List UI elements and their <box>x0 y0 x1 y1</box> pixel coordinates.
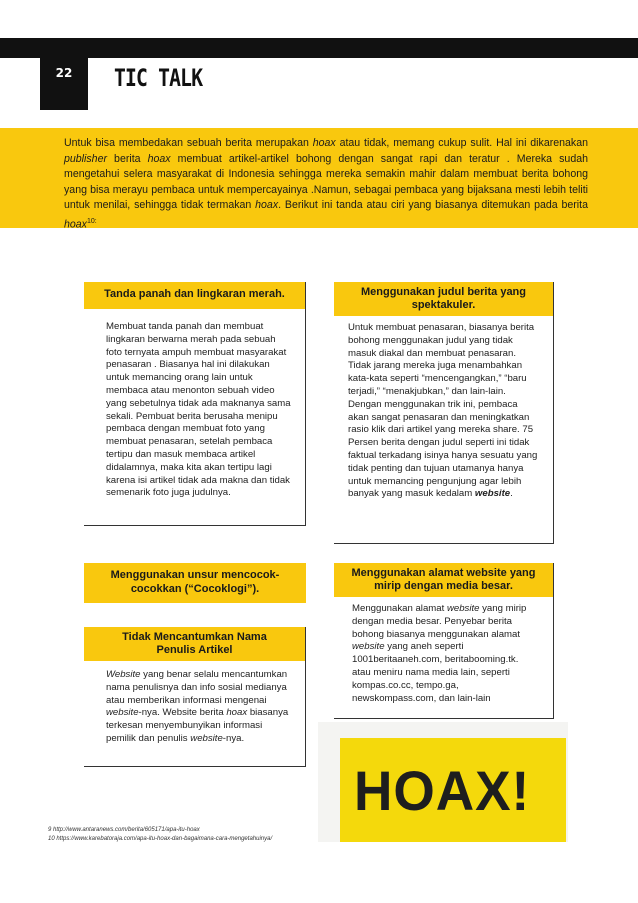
card-headline-body: Untuk membuat penasaran, biasanya berita bohong menggunakan judul yang tidak masuk diakal dan membuat penasaran. Tidak jarang mereka juga menambahkan kata-kata seperti “mencengangkan,” “baru terjadi,” “menakjubkan,” dan lain-lain. Dengan menggunakan trik ini, pembaca akan sangat penasaran dan meningkatkan rasio klik dari artikel yang mereka share. 75 Persen berita dengan judul seperti ini tidak faktual terkadang isinya hanya sesuatu yang tidak penting dan tujuan utamanya hanya untuk memancing pengunjung agar lebih banyak yang masuk kedalam website. <box>348 322 538 500</box>
header-bar <box>0 38 638 58</box>
card-address-body: Menggunakan alamat website yang mirip dengan media besar. Penyebar berita bohong biasanya menggunakan alamat website yang aneh seperti 1001beritaaneh.com, beritabooming.tk. atau meniru nama media lain, seperti kompas.co.cc, tempo.ga, newskompass.com, dan lain-lain <box>352 603 527 704</box>
card-arrows-body: Membuat tanda panah dan membuat lingkaran berwarna merah pada sebuah foto ternyata ampuh membuat masyarakat penasaran . Biasanya hal ini dilakukan untuk memancing orang lain untuk membaca atau menonton sebuah video yang sebetulnya tidak ada maknanya sama sekali. Pembuat berita berusaha menipu pembaca dengan membuat foto yang membuat penasaran, setelah pembaca tertipu dan masuk membaca artikel didalamnya, maka kita akan tertipu lagi karena isi artikel tidak ada makna dan tidak semenarik foto juga judulnya. <box>106 321 291 499</box>
footnotes <box>48 826 272 844</box>
footnote-ref: 10: <box>86 217 97 225</box>
page-number: 22 <box>40 38 88 110</box>
card-author <box>84 627 306 767</box>
hoax-logo <box>318 722 568 842</box>
card-author-body: Website yang benar selalu mencantumkan nama penulisnya dan info sosial medianya atau memberikan informasi mengenai website-nya. Website berita hoax biasanya terkesan menyembunyikan informasi pemilik dan penulis website-nya. <box>106 669 289 744</box>
footnote-9: 9 http://www.antaranews.com/berita/605171/apa-itu-hoax <box>48 827 200 833</box>
card-arrows-circles <box>84 282 306 526</box>
card-headline <box>334 282 554 544</box>
card-cocoklogi-title: Menggunakan unsur mencocok-cocokkan (“Cocoklogi”). <box>84 563 306 603</box>
card-address <box>334 563 554 719</box>
card-address-title: Menggunakan alamat website yang mirip dengan media besar. <box>334 563 553 597</box>
card-headline-title: Menggunakan judul berita yang spektakuler. <box>334 282 553 316</box>
intro-paragraph: Untuk bisa membedakan sebuah berita merupakan hoax atau tidak, memang cukup sulit. Hal ini dikarenakan publisher berita hoax membuat artikel-artikel bohong dengan sangat rapi dan teratur . Mereka sudah mengetahui selera masyarakat di Indonesia sehingga mereka semakin mahir dalam membuat berita bohong yang bisa merayu pembaca untuk mempercayainya .Namun, sebagai pembaca yang bijaksana mesti lebih teliti untuk menilai, sehingga tidak termakan hoax. Berikut ini tanda atau ciri yang biasanya ditemukan pada berita hoax$^{10:}$ <box>0 128 638 228</box>
footnote-10: 10 https://www.karebatoraja.com/apa-itu-hoax-dan-bagaimana-cara-mengetahuinya/ <box>48 836 273 842</box>
card-author-title: Tidak Mencantumkan Nama Penulis Artikel <box>84 627 305 661</box>
hoax-logo-text: HOAX! <box>354 759 531 822</box>
section-title: TIC TALK <box>114 64 203 92</box>
card-arrows-title: Tanda panah dan lingkaran merah. <box>84 282 305 309</box>
